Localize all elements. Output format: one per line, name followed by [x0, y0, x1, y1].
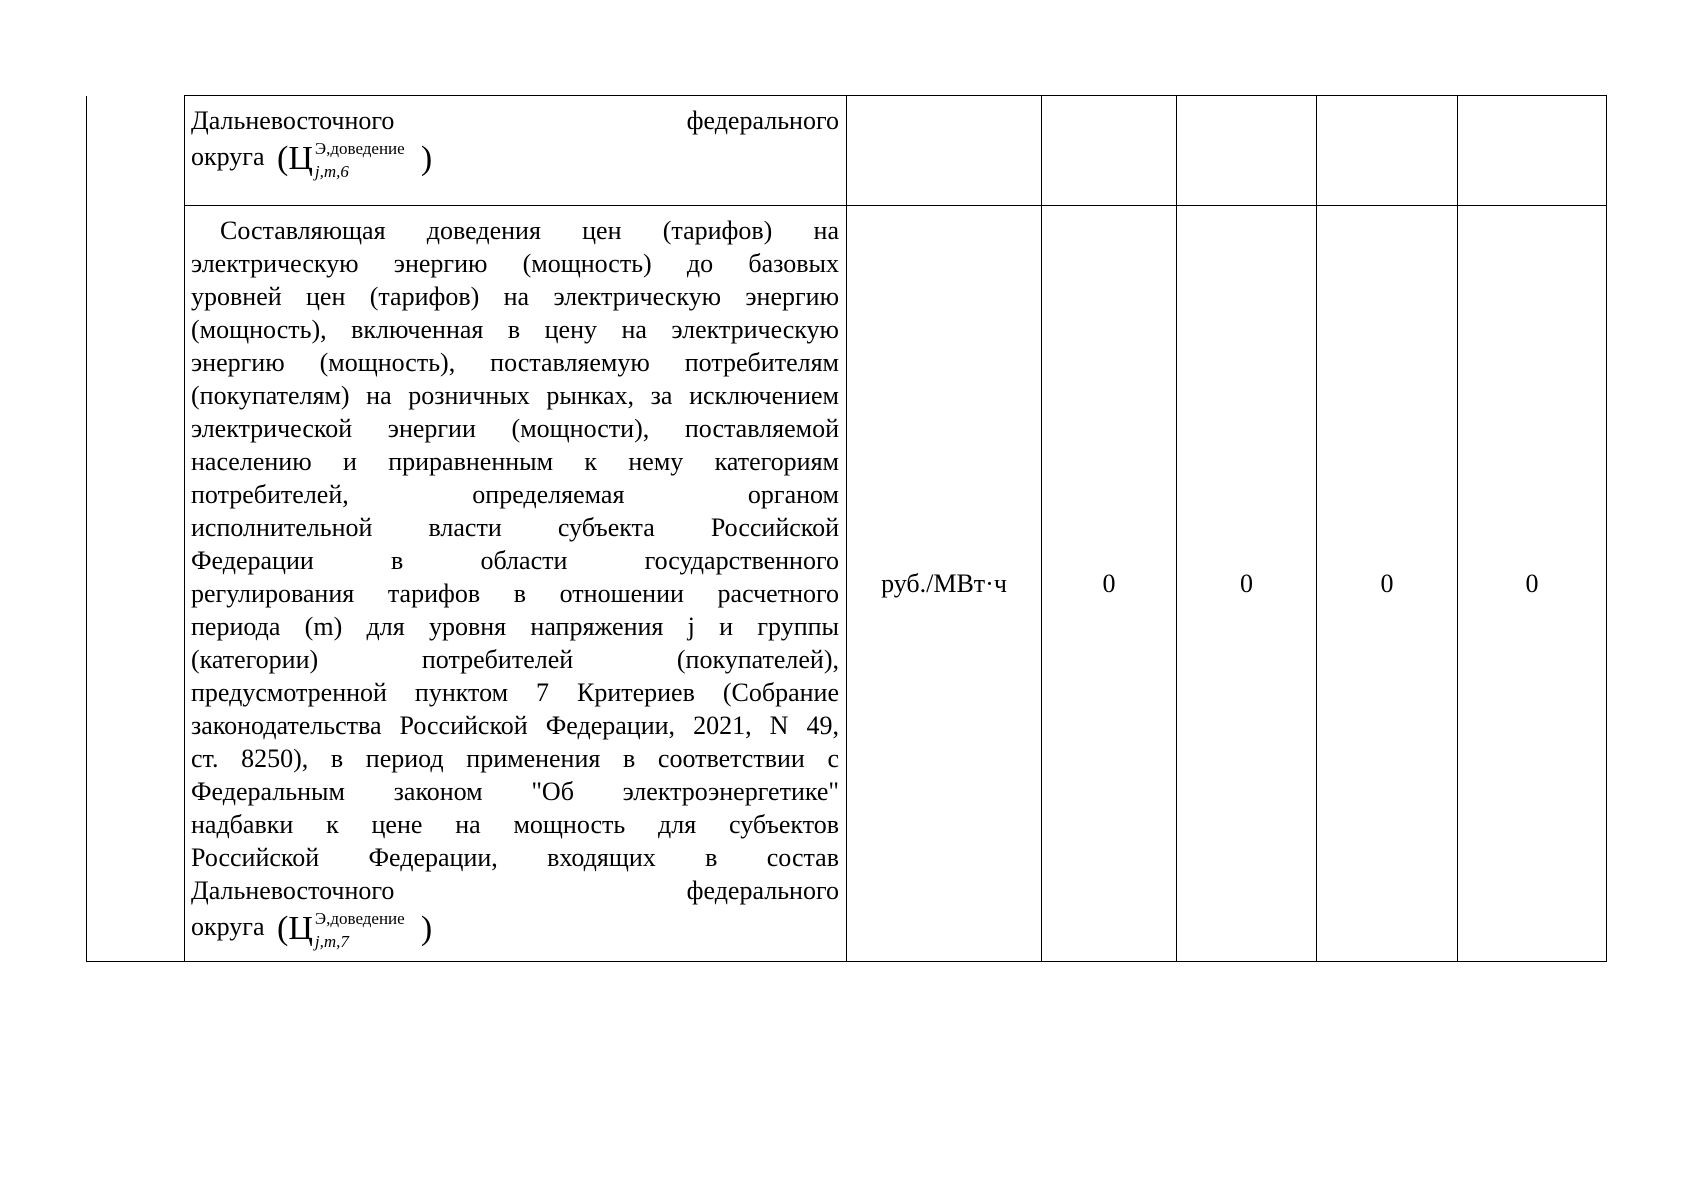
description-line: уровней цен (тарифов) на электрическую энергию — [191, 282, 839, 311]
price-formula — [277, 907, 432, 951]
value-cell — [1317, 96, 1458, 206]
formula-scripts — [313, 907, 421, 951]
table-row-continuation — [87, 96, 1607, 206]
description-line: предусмотренной пунктом 7 Критериев (Собрание — [191, 678, 839, 707]
unit-cell: руб./МВт·ч — [847, 206, 1042, 962]
value-cell: 0 — [1042, 206, 1177, 962]
description-line: населению и приравненным к нему категориям — [191, 447, 839, 476]
description-line: энергию (мощность), поставляемую потребителям — [191, 348, 839, 377]
formula-subscript: j,m,6 — [314, 162, 349, 181]
description-line: (категории) потребителей (покупателей), — [191, 645, 839, 674]
formula-open-paren: ( — [277, 140, 289, 177]
formula-open-paren: ( — [277, 910, 289, 947]
description-line: Федеральным законом "Об электроэнергетике" — [191, 777, 839, 806]
formula-close-paren: ) — [420, 910, 433, 947]
description-cell — [185, 206, 847, 962]
formula-superscript: Э,доведение — [314, 909, 405, 928]
value-cell — [1177, 96, 1317, 206]
description-cell — [185, 96, 847, 206]
description-line-formula — [191, 907, 839, 951]
description-line: исполнительной власти субъекта Российской — [191, 513, 839, 542]
value-cell — [1458, 96, 1607, 206]
table-row-main — [87, 206, 1607, 962]
description-prefix: округа — [191, 911, 265, 941]
value-cell: 0 — [1177, 206, 1317, 962]
description-line: ст. 8250), в период применения в соответствии с — [191, 744, 839, 773]
row-number-cell — [87, 96, 185, 962]
value-cell: 0 — [1458, 206, 1607, 962]
formula-base: Ц — [288, 140, 313, 177]
description-line: (покупателям) на розничных рынках, за исключением — [191, 381, 839, 410]
formula-close-paren: ) — [420, 140, 433, 177]
description-line: регулирования тарифов в отношении расчетного — [191, 579, 839, 608]
value-cell — [1042, 96, 1177, 206]
description-line: (мощность), включенная в цену на электрическую — [191, 315, 839, 344]
description-line: надбавки к цене на мощность для субъектов — [191, 810, 839, 839]
price-formula — [277, 137, 432, 181]
description-line: Российской Федерации, входящих в состав — [191, 843, 839, 872]
description-line: Федерации в области государственного — [191, 546, 839, 575]
formula-subscript: j,m,7 — [314, 932, 349, 951]
description-line: электрической энергии (мощности), поставляемой — [191, 414, 839, 443]
description-line: потребителей, определяемая органом — [191, 480, 839, 509]
description-line: электрическую энергию (мощность) до базовых — [191, 249, 839, 278]
description-line: периода (m) для уровня напряжения j и группы — [191, 612, 839, 641]
description-line: Дальневосточного федерального — [191, 876, 839, 905]
description-line-formula — [191, 137, 839, 181]
description-line: Дальневосточного федерального — [191, 106, 839, 135]
description-line: Составляющая доведения цен (тарифов) на — [220, 216, 839, 245]
formula-base: Ц — [288, 910, 313, 947]
formula-scripts — [313, 137, 421, 181]
formula-superscript: Э,доведение — [314, 139, 405, 158]
description-line: законодательства Российской Федерации, 2021, N 49, — [191, 711, 839, 740]
tariff-table — [86, 95, 1607, 962]
description-prefix: округа — [191, 141, 265, 171]
value-cell: 0 — [1317, 206, 1458, 962]
unit-cell — [847, 96, 1042, 206]
